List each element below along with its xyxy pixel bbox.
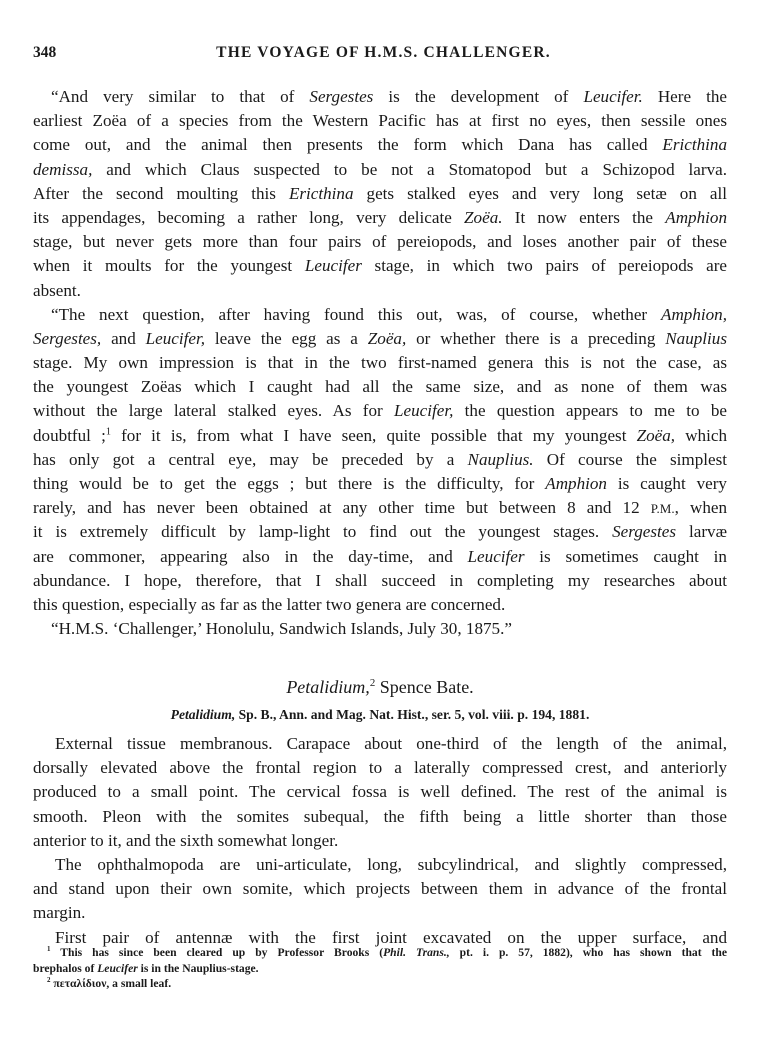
text-line: produced to a small point. The cervical fossa is well defined. The rest of the animal is [33, 782, 727, 802]
text-line: thing would be to get the eggs ; but there is the difficulty, for Amphion is caught very [33, 474, 727, 493]
text-line: After the second moulting this Ericthina gets stalked eyes and very long setæ on all [33, 183, 727, 203]
text-line: and stand upon their own somite, which projects between them in advance of the frontal [33, 879, 727, 899]
text-line: the youngest Zoëas which I caught had all the same size, and as none of them was [33, 377, 727, 397]
running-header [33, 44, 734, 68]
text-line: External tissue membranous. Carapace about one-third of the length of the animal, [55, 734, 727, 753]
text-line: its appendages, becoming a rather long, very delicate Zoëa. It now enters the Amphion [33, 207, 727, 227]
genus-description [33, 732, 727, 950]
text-line: anterior to it, and the sixth somewhat longer. [33, 830, 339, 850]
text-line: Sergestes, and Leucifer, leave the egg as a Zoëa, or whether there is a preceding Nauplius [33, 328, 727, 348]
text-line: when it moults for the youngest Leucifer stage, in which two pairs of pereiopods are [33, 256, 727, 276]
text-line: demissa, and which Claus suspected to be not a Stomatopod but a Schizopod larva. [33, 159, 727, 179]
text-line: smooth. Pleon with the somites subequal, the fifth being a little shorter than those [33, 806, 727, 826]
text-line: has only got a central eye, may be preceded by a Nauplius. Of course the simplest [33, 449, 727, 469]
footnote-ref: 1 [105, 425, 111, 437]
footnote-1-cont: brephalos of Leucifer is in the Nauplius-stage. [33, 961, 259, 975]
footnotes [33, 945, 727, 992]
text-line: are commoner, appearing also in the day-time, and Leucifer is sometimes caught in [33, 546, 727, 566]
text-line: this question, especially as far as the latter two genera are concerned. [33, 594, 506, 614]
text-line: it is extremely difficult by lamp-light to find out the youngest stages. Sergestes larvæ [33, 522, 727, 542]
text-line: absent. [33, 280, 81, 300]
running-title: THE VOYAGE OF H.M.S. CHALLENGER. [216, 44, 551, 61]
text-line: stage, but never gets more than four pairs of pereiopods, and loses another pair of these [33, 232, 727, 252]
section-reference: Petalidium, Sp. B., Ann. and Mag. Nat. Hist., ser. 5, vol. viii. p. 194, 1881. [170, 707, 590, 722]
footnote-1: $^1$ This has since been cleared up by Professor Brooks (Phil. Trans., pt. i. p. 57, 1882), who has shown that the [47, 945, 727, 959]
text-line: dorsally elevated above the frontal region to a laterally compressed crest, and anteriorly [33, 758, 727, 778]
text-line: The ophthalmopoda are uni-articulate, long, subcylindrical, and slightly compressed, [55, 854, 727, 874]
letter-signoff: “H.M.S. ‘Challenger,’ Honolulu, Sandwich Islands, July 30, 1875.” [51, 619, 512, 639]
text-line: stage. My own impression is that in the two first-named genera this is not the case, as [33, 353, 727, 373]
page-number: 348 [33, 44, 57, 61]
text-line: First pair of antennæ with the first joint excavated on the upper surface, and [55, 927, 727, 947]
footnote-2: $^2$ πεταλίδιον, a small leaf. [47, 976, 172, 990]
text-line: abundance. I hope, therefore, that I shall succeed in completing my researches about [33, 570, 727, 590]
text-line: rarely, and has never been obtained at any other time but between 8 and 12 P.M., when [33, 498, 727, 518]
text-line: “And very similar to that of Sergestes is the development of Leucifer. Here the [51, 87, 727, 106]
text-line: without the large lateral stalked eyes. As for Leucifer, the question appears to me to be [33, 401, 727, 421]
footnote-ref: 2 [369, 677, 376, 689]
text-line: margin. [33, 903, 86, 923]
text-line: come out, and the animal then presents the form which Dana has called Ericthina [33, 135, 727, 155]
text-line: earliest Zoëa of a species from the Western Pacific has at first no eyes, then sessile ones [33, 111, 727, 131]
text-line: doubtful ;$^1$ for it is, from what I have seen, quite possible that my youngest Zoëa, which [33, 425, 727, 445]
section-title: Petalidium,$^2$ Spence Bate. [286, 677, 474, 697]
text-line: “The next question, after having found this out, was, of course, whether Amphion, [51, 304, 727, 324]
quoted-letter [33, 85, 727, 641]
